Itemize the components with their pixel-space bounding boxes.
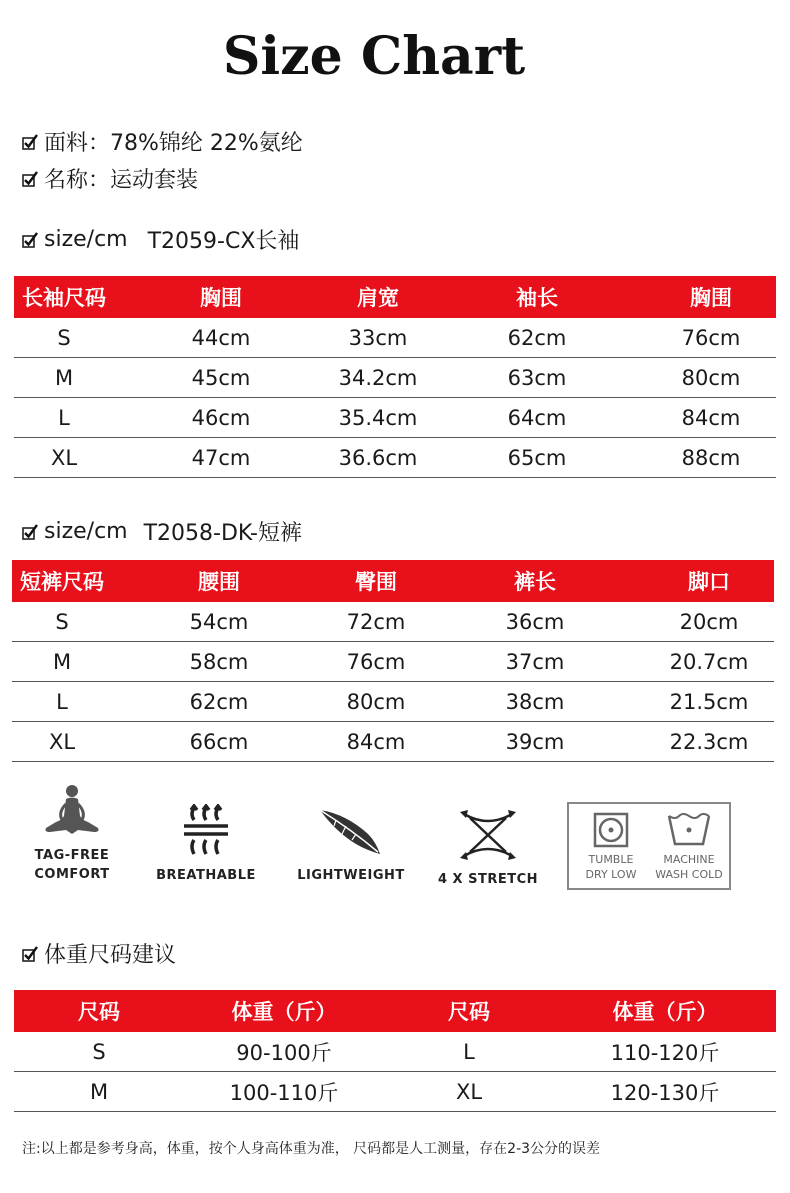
table-row — [14, 1072, 776, 1112]
checkbox-icon — [22, 523, 38, 541]
feature-icons-row — [0, 780, 790, 892]
lightweight-label: LIGHTWEIGHT — [297, 868, 405, 883]
table-cell: 58cm — [189, 649, 249, 674]
table-cell: M — [52, 649, 72, 674]
section3-heading — [22, 938, 176, 969]
table-cell: 36cm — [505, 609, 565, 634]
header-cell: 腰围 — [198, 570, 240, 594]
stretch-label: 4 X STRETCH — [437, 872, 539, 887]
tumble-dry-icon — [593, 812, 629, 848]
header-cell: 短裤尺码 — [20, 570, 104, 594]
checkbox-icon — [22, 133, 38, 151]
top-size-table — [14, 276, 776, 478]
header-cell: 尺码 — [78, 1000, 120, 1024]
table-cell: 76cm — [346, 649, 406, 674]
table-cell: 62cm — [189, 689, 249, 714]
header-cell: 尺码 — [448, 1000, 490, 1024]
checkbox-icon — [22, 945, 38, 963]
feather-icon — [316, 806, 386, 858]
table-cell: 66cm — [189, 729, 249, 754]
wash-label-2: WASH COLD — [655, 868, 723, 881]
section1-code: T2059-CX长袖 — [147, 229, 300, 254]
section3-title: 体重尺码建议 — [44, 943, 177, 968]
table-cell: 37cm — [505, 649, 565, 674]
table-cell: 36.6cm — [338, 445, 418, 470]
wash-basin-icon — [667, 812, 711, 848]
table-cell: 80cm — [681, 365, 741, 390]
table-cell: 76cm — [681, 325, 741, 350]
wash-label-1: MACHINE — [663, 853, 715, 866]
footnote: 注:以上都是参考身高，体重，按个人身高体重为准， 尺码都是人工测量，存在2-3公分的误差 — [22, 1141, 601, 1157]
table-cell: 63cm — [507, 365, 567, 390]
tumble-label-2: DRY LOW — [585, 868, 637, 881]
table-cell: 33cm — [348, 325, 408, 350]
header-cell: 脚口 — [688, 570, 730, 594]
section1-heading — [22, 224, 299, 255]
table-cell: S — [92, 1039, 106, 1064]
table-row — [12, 722, 774, 762]
table-row — [12, 682, 774, 722]
header-cell: 体重（斤） — [612, 1000, 718, 1024]
table-row — [14, 438, 776, 478]
table-row — [12, 602, 774, 642]
care-instructions-box — [567, 802, 731, 890]
table-header — [14, 990, 776, 1032]
tagfree-label-2: COMFORT — [34, 867, 110, 882]
table-cell: 20.7cm — [669, 649, 749, 674]
meditation-icon — [42, 782, 102, 842]
section2-code: T2058-DK-短裤 — [143, 521, 302, 546]
table-cell: 62cm — [507, 325, 567, 350]
table-cell: 72cm — [346, 609, 406, 634]
table-cell: 64cm — [507, 405, 567, 430]
section2-unit: size/cm — [44, 519, 128, 544]
table-row — [14, 398, 776, 438]
table-cell: 84cm — [681, 405, 741, 430]
page-title: Size Chart — [222, 26, 526, 87]
tumble-label-1: TUMBLE — [588, 853, 634, 866]
table-row — [14, 318, 776, 358]
table-cell: 80cm — [346, 689, 406, 714]
table-cell: L — [56, 689, 68, 714]
table-cell: 34.2cm — [338, 365, 418, 390]
table-cell: 54cm — [189, 609, 249, 634]
table-cell: L — [463, 1039, 475, 1064]
table-cell: S — [57, 325, 71, 350]
table-cell: 45cm — [191, 365, 251, 390]
machine-wash-item — [649, 812, 729, 882]
tag-free-feature — [24, 782, 120, 884]
header-cell: 体重（斤） — [231, 1000, 337, 1024]
header-cell: 胸围 — [200, 286, 242, 310]
header-cell: 裤长 — [514, 570, 556, 594]
table-cell: 38cm — [505, 689, 565, 714]
table-cell: 44cm — [191, 325, 251, 350]
table-cell: 110-120斤 — [610, 1040, 720, 1065]
table-cell: XL — [48, 729, 76, 754]
product-name-text: 名称：运动套装 — [44, 168, 199, 193]
fabric-line — [22, 126, 303, 157]
tagfree-label-1: TAG-FREE — [34, 848, 110, 863]
table-cell: 47cm — [191, 445, 251, 470]
breathable-icon — [176, 804, 236, 856]
breathable-label: BREATHABLE — [156, 868, 256, 883]
weight-size-table — [14, 990, 776, 1112]
stretch-feature — [432, 806, 544, 889]
shorts-size-table — [12, 560, 774, 762]
table-cell: 100-110斤 — [229, 1080, 339, 1105]
header-cell: 肩宽 — [357, 286, 399, 310]
table-header — [14, 276, 776, 318]
table-row — [12, 642, 774, 682]
table-cell: S — [55, 609, 69, 634]
breathable-feature — [150, 804, 262, 885]
header-cell: 臀围 — [355, 570, 397, 594]
section2-heading — [22, 516, 302, 547]
table-cell: M — [89, 1079, 109, 1104]
table-cell: 39cm — [505, 729, 565, 754]
fabric-text: 面料：78%锦纶 22%氨纶 — [44, 131, 303, 156]
tumble-dry-item — [575, 812, 647, 882]
header-cell: 胸围 — [690, 286, 732, 310]
table-cell: 88cm — [681, 445, 741, 470]
stretch-arrows-icon — [456, 806, 520, 864]
table-cell: XL — [455, 1079, 483, 1104]
table-cell: 22.3cm — [669, 729, 749, 754]
table-cell: L — [58, 405, 70, 430]
table-header — [12, 560, 774, 602]
table-cell: 35.4cm — [338, 405, 418, 430]
header-cell: 长袖尺码 — [22, 286, 106, 310]
table-row — [14, 1032, 776, 1072]
table-cell: 20cm — [679, 609, 739, 634]
table-cell: 21.5cm — [669, 689, 749, 714]
header-cell: 袖长 — [516, 286, 558, 310]
table-cell: 120-130斤 — [610, 1080, 720, 1105]
table-row — [14, 358, 776, 398]
table-cell: 90-100斤 — [236, 1040, 332, 1065]
table-cell: 65cm — [507, 445, 567, 470]
product-name-line — [22, 163, 198, 194]
lightweight-feature — [292, 806, 410, 885]
table-cell: M — [54, 365, 74, 390]
table-cell: XL — [50, 445, 78, 470]
checkbox-icon — [22, 170, 38, 188]
table-cell: 46cm — [191, 405, 251, 430]
table-cell: 84cm — [346, 729, 406, 754]
section1-unit: size/cm — [44, 227, 128, 252]
checkbox-icon — [22, 231, 38, 249]
